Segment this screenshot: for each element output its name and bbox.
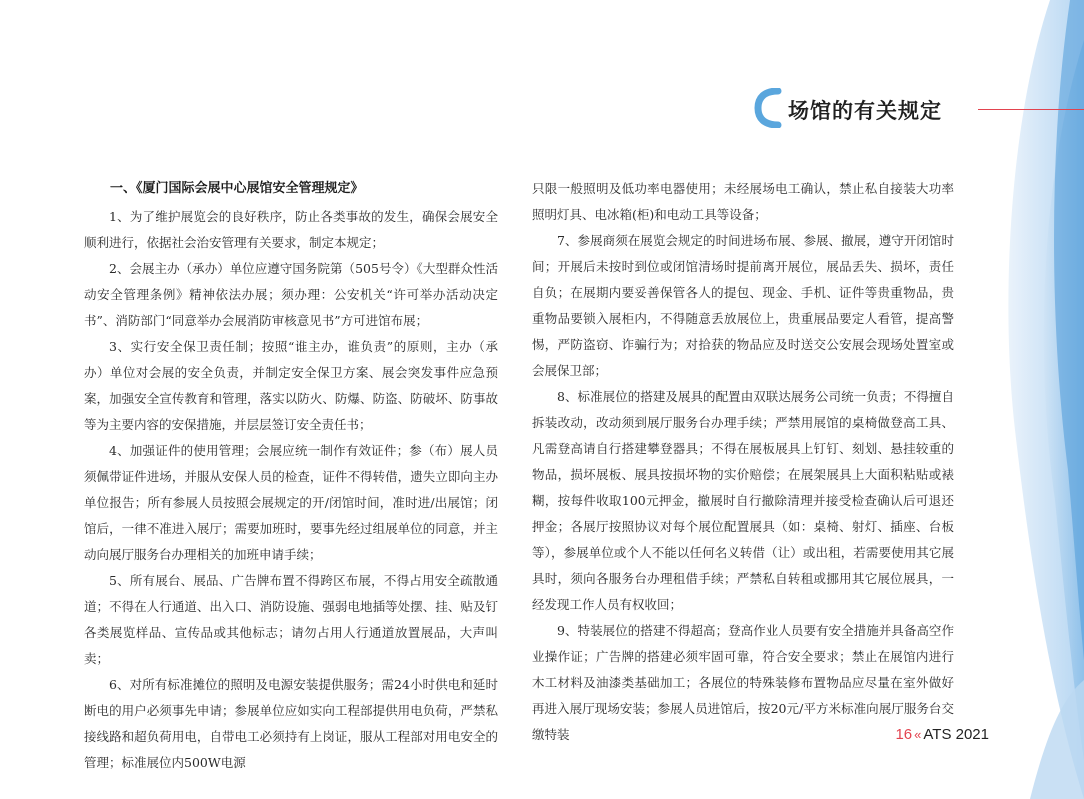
footer-brand: ATS 2021 — [923, 726, 989, 743]
page-footer — [895, 726, 989, 743]
header-divider — [978, 109, 1084, 110]
double-chevron-left-icon: « — [914, 727, 922, 742]
left-column — [84, 176, 498, 776]
rule-paragraph: 3、实行安全保卫责任制；按照“谁主办，谁负责”的原则，主办（承办）单位对会展的安全负责，并制定安全保卫方案、展会突发事件应急预案，加强安全宣传教育和管理，落实以防火、防爆、防盗、防破坏、防事故等为主要内容的安保措施，并层层签订安全责任书； — [84, 339, 498, 432]
right-column — [532, 176, 954, 748]
page-header — [752, 88, 1012, 132]
section-title: 一、《厦门国际会展中心展馆安全管理规定》 — [110, 181, 364, 196]
page-number: 16 — [895, 726, 913, 743]
rule-paragraph: 1、为了维护展览会的良好秩序，防止各类事故的发生，确保会展安全顺利进行，依据社会治安管理有关要求，制定本规定； — [84, 209, 498, 250]
bracket-accent-icon — [752, 88, 782, 128]
rule-paragraph: 5、所有展台、展品、广告牌布置不得跨区布展，不得占用安全疏散通道；不得在人行通道、出入口、消防设施、强弱电地插等处摆、挂、贴及钉各类展览样品、宣传品或其他标志；请勿占用人行通道放置展品，大声叫卖； — [84, 573, 498, 666]
rule-paragraph: 6、对所有标准摊位的照明及电源安装提供服务；需24小时供电和延时断电的用户必须事先申请；参展单位应如实向工程部提供用电负荷，严禁私接线路和超负荷用电，自带电工必须持有上岗证，服从工程部对用电安全的管理；标准展位内500W电源 — [84, 677, 498, 770]
rule-paragraph: 8、标准展位的搭建及展具的配置由双联达展务公司统一负责；不得擅自拆装改动，改动须到展厅服务台办理手续；严禁用展馆的桌椅做登高工具、凡需登高请自行搭建攀登器具；不得在展板展具上钉钉、刻划、悬挂较重的物品，损坏展板、展具按损坏物的实价赔偿；在展架展具上大面积粘贴或裱糊，按每件收取100元押金，撤展时自行撤除清理并接受检查确认后可退还押金；各展厅按照协议对每个展位配置展具（如：桌椅、射灯、插座、台板等），参展单位或个人不能以任何名义转借（让）或出租，若需要使用其它展具时，须向各服务台办理租借手续；严禁私自转租或挪用其它展位展具，一经发现工作人员有权收回； — [532, 389, 954, 612]
page-title: 场馆的有关规定 — [788, 99, 942, 123]
rule-paragraph: 2、会展主办（承办）单位应遵守国务院第（505号令）《大型群众性活动安全管理条例》精神依法办展；须办理：公安机关“许可举办活动决定书”、消防部门“同意举办会展消防审核意见书”方可进馆布展； — [84, 261, 498, 328]
rule-paragraph: 4、加强证件的使用管理；会展应统一制作有效证件；参（布）展人员须佩带证件进场，并服从安保人员的检查，证件不得转借，遗失立即向主办单位报告；所有参展人员按照会展规定的开/闭馆时间，准时进/出展馆；闭馆后，一律不准进入展厅；需要加班时，要事先经过组展单位的同意，并主动向展厅服务台办理相关的加班申请手续； — [84, 443, 498, 562]
rule-paragraph: 9、特装展位的搭建不得超高；登高作业人员要有安全措施并具备高空作业操作证；广告牌的搭建必须牢固可靠，符合安全要求；禁止在展馆内进行木工材料及油漆类基础加工；各展位的特殊装修布置物品应尽量在室外做好再进入展厅现场安装；参展人员进馆后，按20元/平方米标准向展厅服务台交缴特装 — [532, 623, 954, 742]
rule-paragraph-continued: 只限一般照明及低功率电器使用；未经展场电工确认，禁止私自接装大功率照明灯具、电冰箱(柜)和电动工具等设备； — [532, 181, 954, 222]
rule-paragraph: 7、参展商须在展览会规定的时间进场布展、参展、撤展，遵守开闭馆时间；开展后未按时到位或闭馆清场时提前离开展位，展品丢失、损坏，责任自负；在展期内要妥善保管各人的提包、现金、手机、证件等贵重物品，贵重物品要锁入展柜内，不得随意丢放展位上，贵重展品要定人看管，提高警惕，严防盗窃、诈骗行为；对拾获的物品应及时送交公安展会现场处置室或会展保卫部； — [532, 233, 954, 378]
